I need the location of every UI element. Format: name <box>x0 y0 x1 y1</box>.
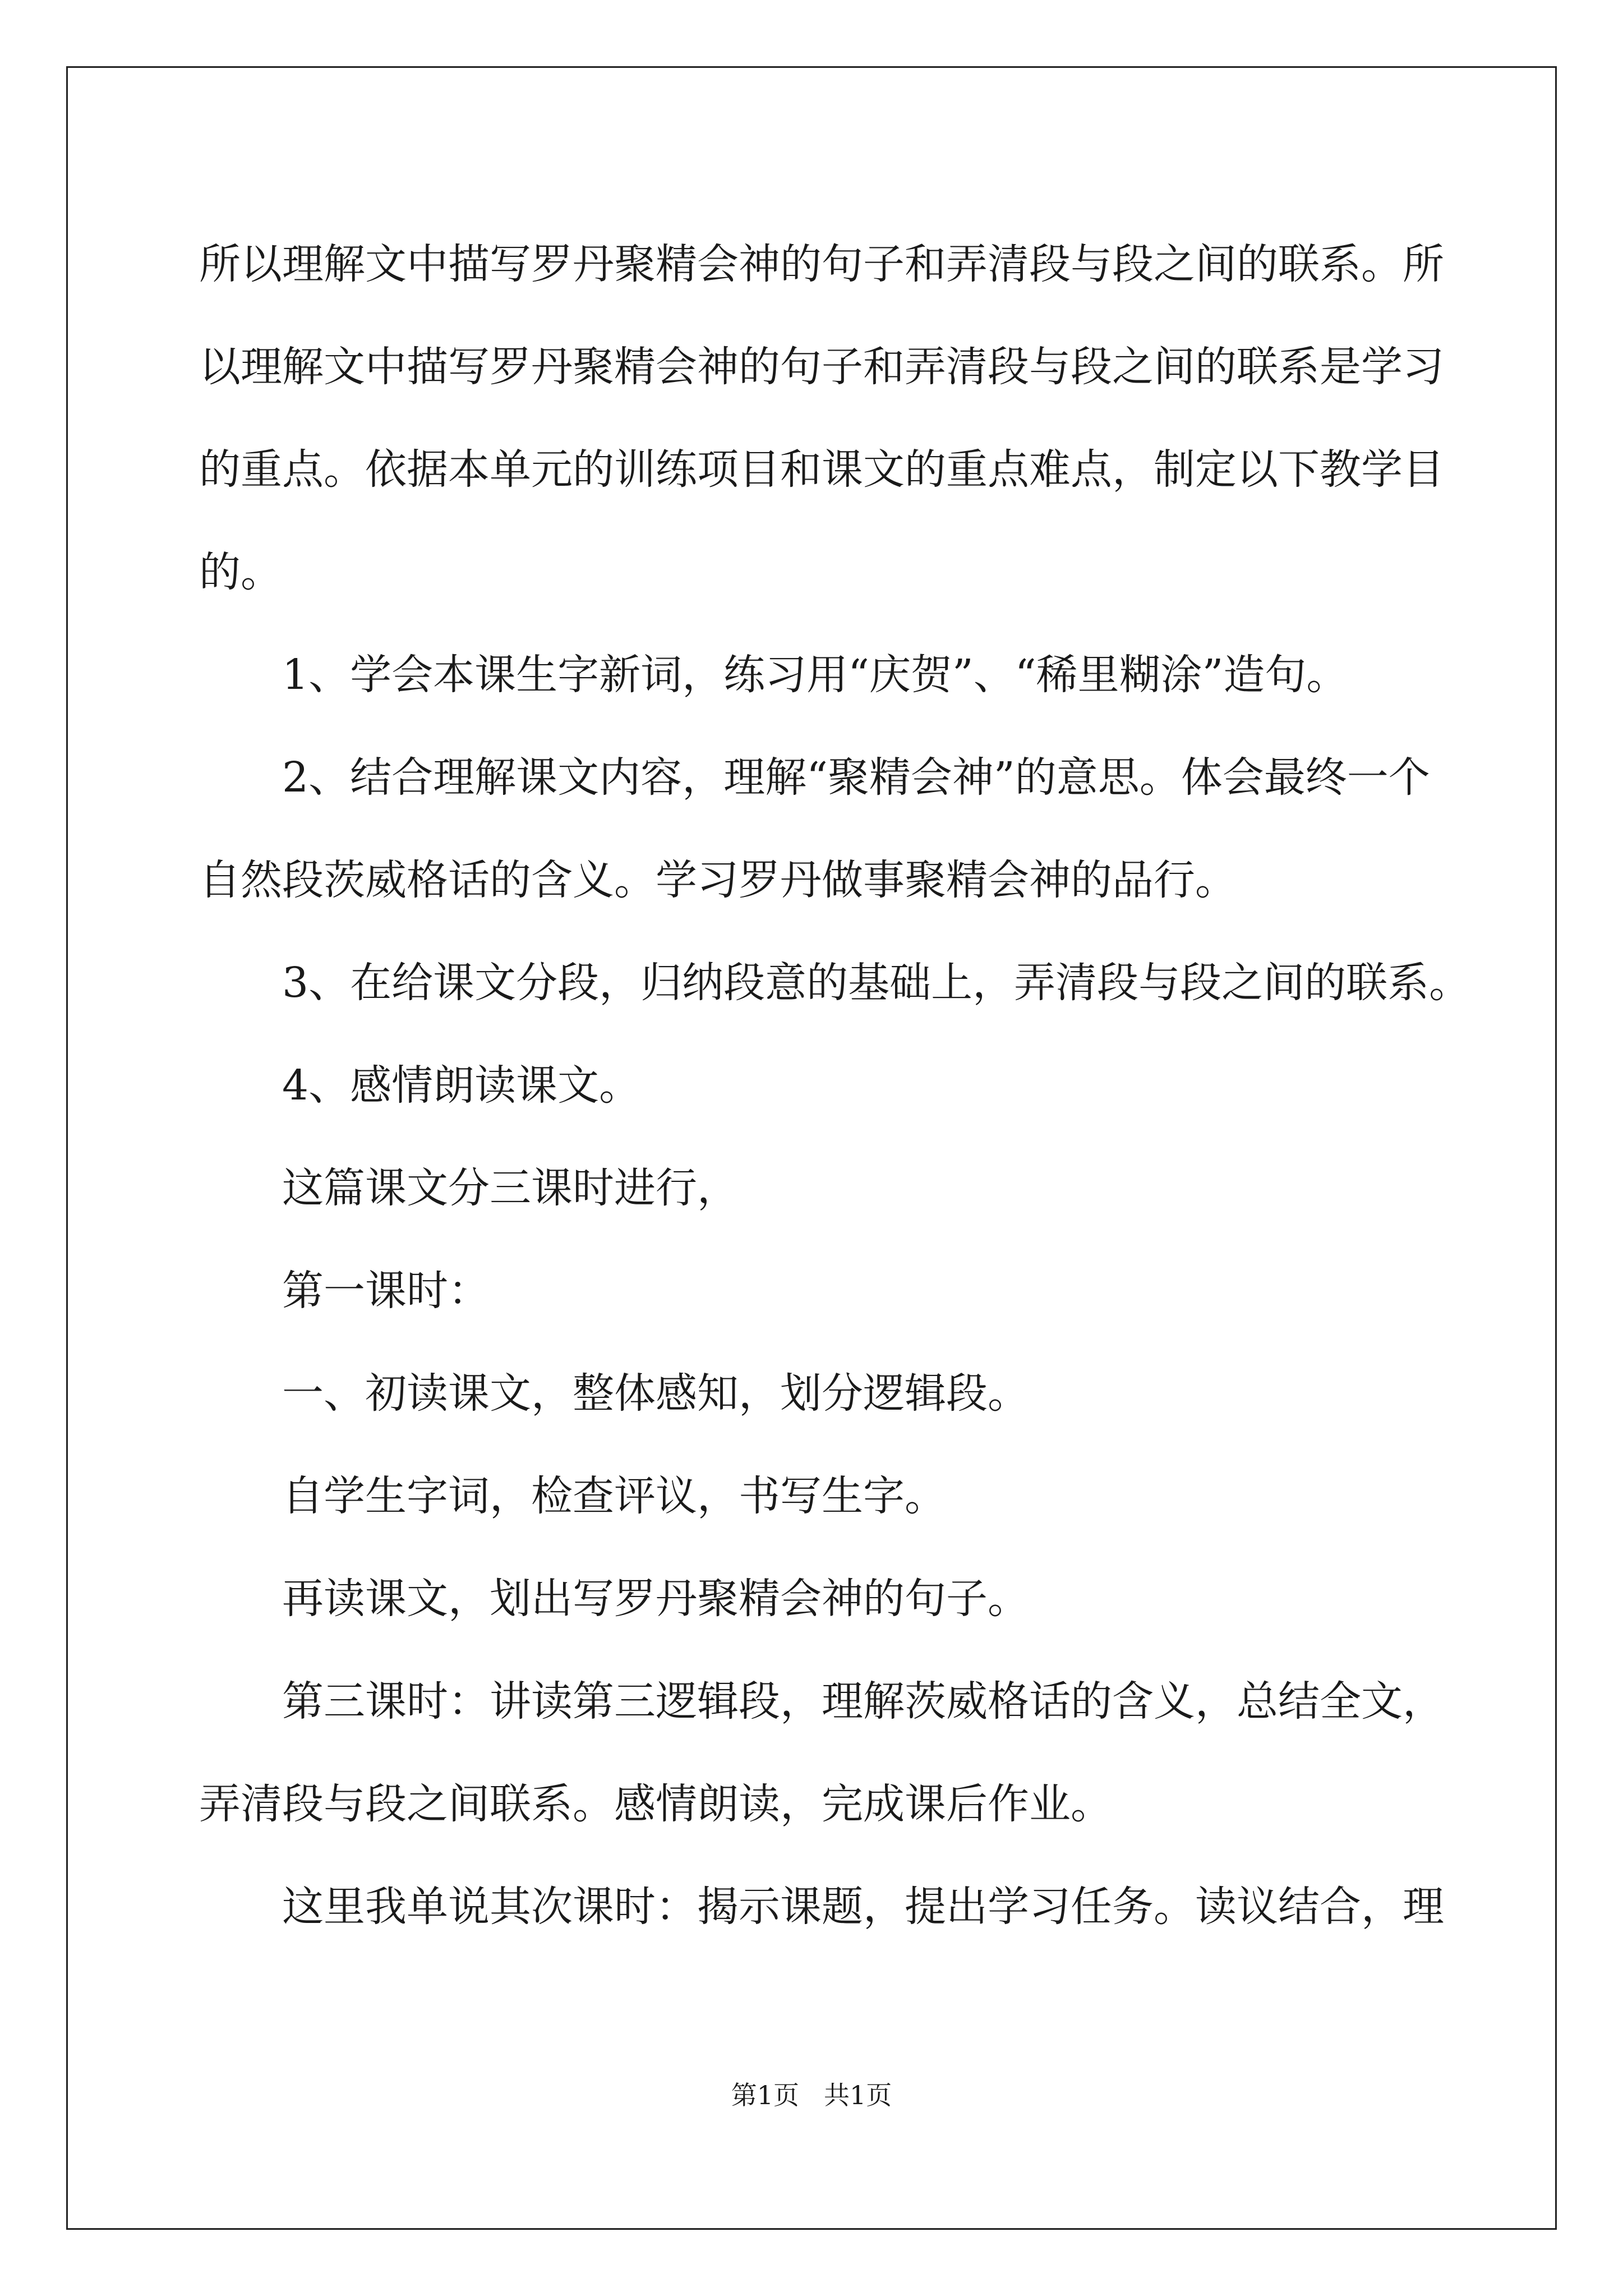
text-line: 所以理解文中描写罗丹聚精会神的句子和弄清段与段之间的联系。所 <box>199 240 1444 288</box>
text-line: 3、在给课文分段，归纳段意的基础上，弄清段与段之间的联系。 <box>282 959 1471 1007</box>
document-body <box>199 213 1471 1958</box>
text-line: 4、感情朗读课文。 <box>282 1061 641 1110</box>
text-line: 第三课时：讲读第三逻辑段，理解茨威格话的含义，总结全文， <box>282 1677 1444 1726</box>
text-line: 这篇课文分三课时进行， <box>282 1164 739 1212</box>
text-line: 的。 <box>199 548 282 596</box>
text-line: 以理解文中描写罗丹聚精会神的句子和弄清段与段之间的联系是学习 <box>199 343 1444 391</box>
text-line: 一、初读课文，整体感知，划分逻辑段。 <box>282 1369 1029 1418</box>
text-line: 自学生字词，检查评议，书写生字。 <box>282 1472 946 1520</box>
text-line: 自然段茨威格话的含义。学习罗丹做事聚精会神的品行。 <box>199 856 1237 904</box>
text-line: 2、结合理解课文内容，理解“聚精会神”的意思。体会最终一个 <box>282 753 1430 802</box>
text-line: 的重点。依据本单元的训练项目和课文的重点难点，制定以下教学目 <box>199 445 1444 494</box>
page-current-number: 第1页 <box>731 2080 800 2110</box>
page-total-count: 共1页 <box>823 2080 892 2110</box>
text-line: 1、学会本课生字新词，练习用“庆贺”、“稀里糊涂”造句。 <box>282 651 1348 699</box>
text-line: 第一课时： <box>282 1267 490 1315</box>
text-line: 这里我单说其次课时：揭示课题，提出学习任务。读议结合，理 <box>282 1883 1444 1931</box>
text-line: 弄清段与段之间联系。感情朗读，完成课后作业。 <box>199 1780 1112 1828</box>
text-line: 再读课文，划出写罗丹聚精会神的句子。 <box>282 1575 1029 1623</box>
page-footer <box>0 2078 1623 2112</box>
